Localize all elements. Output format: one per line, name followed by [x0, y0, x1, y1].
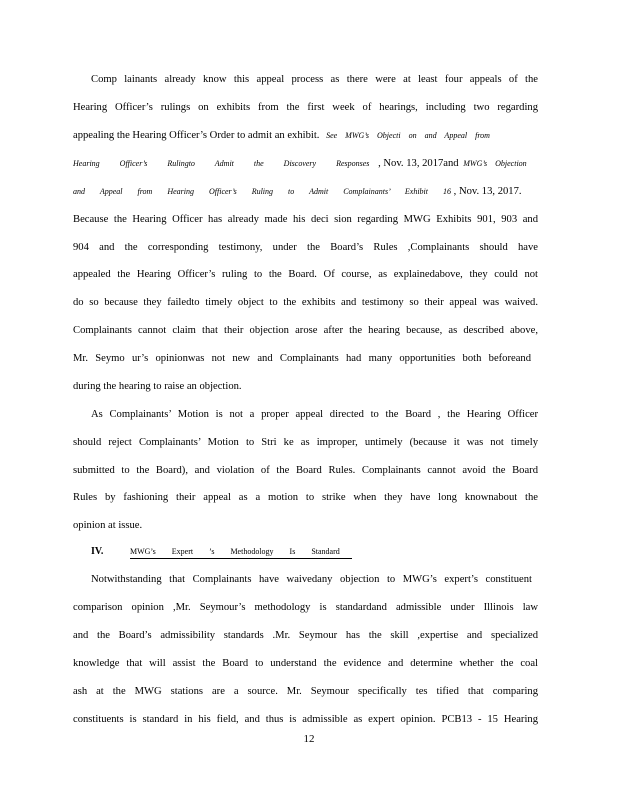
- p1-line-10: Complainants cannot claim that their objection arose after the hearing because, as described above,: [73, 325, 538, 336]
- p1-line-1: Comp lainants already know this appeal process as there were at least four appeals of the: [91, 74, 538, 85]
- p1-line-12: during the hearing to raise an objection.: [73, 381, 242, 392]
- p1-line-9: do so because they failedto timely object to the exhibits and testimony so their appeal was waived.: [73, 297, 538, 308]
- p1-line-3: [73, 129, 538, 143]
- p1-line-2: Hearing Officer’s rulings on exhibits from the first week of hearings, including two regarding: [73, 102, 538, 113]
- p1-line-3-text: appealing the Hearing Officer’s Order to admit an exhibit.: [73, 130, 320, 141]
- p2-line-3: submitted to the Board), and violation of the Board Rules. Complainants cannot avoid the Board: [73, 465, 538, 476]
- section-number: IV.: [91, 546, 104, 557]
- p1-line-7: 904 and the corresponding testimony, under the Board’s Rules ,Complainants should have: [73, 242, 538, 253]
- p2-line-5: opinion at issue.: [73, 520, 143, 531]
- p3-line-4: knowledge that will assist the Board to understand the evidence and determine whether the coal: [73, 658, 538, 669]
- p2-line-2: should reject Complainants’ Motion to Stri ke as improper, untimely (because it was not timely: [73, 437, 538, 448]
- section-title: MWG’s Expert ’s Methodology Is Standard: [130, 546, 352, 559]
- citation-c: MWG’s Objection: [463, 159, 527, 168]
- p1-line-4: [73, 157, 538, 171]
- citation-b-end: , Nov. 13, 2017and: [378, 158, 459, 169]
- p3-line-2: comparison opinion ,Mr. Seymour’s methodology is standardand admissible under Illinois law: [73, 602, 538, 613]
- p3-line-3: and the Board’s admissibility standards .Mr. Seymour has the skill ,expertise and specialized: [73, 630, 538, 641]
- citation-b: Hearing Officer’s Rulingto Admit the Discovery Responses: [73, 159, 370, 168]
- citation-d: and Appeal from Hearing Officer’s Ruling to Admit Complainants’ Exhibit 16: [73, 187, 451, 196]
- section-heading: [91, 546, 352, 559]
- p1-line-6: Because the Hearing Officer has already made his deci sion regarding MWG Exhibits 901, 903 and: [73, 214, 538, 225]
- p3-line-6: constituents is standard in his field, and thus is admissible as expert opinion. PCB13 - 15 Hearing: [73, 714, 538, 725]
- citation-d-end: , Nov. 13, 2017.: [453, 186, 522, 197]
- page-number: 12: [303, 733, 315, 745]
- p2-line-4: Rules by fashioning their appeal as a motion to strike when they have long knownabout the: [73, 492, 538, 503]
- p1-line-11: Mr. Seymo ur’s opinionwas not new and Complainants had many opportunities both beforeand: [73, 353, 531, 364]
- p1-line-5: [73, 185, 538, 199]
- p3-line-5: ash at the MWG stations are a source. Mr. Seymour specifically tes tified that comparing: [73, 686, 538, 697]
- p1-line-8: appealed the Hearing Officer’s ruling to the Board. Of course, as explainedabove, they could not: [73, 269, 538, 280]
- p3-line-1: Notwithstanding that Complainants have waivedany objection to MWG’s expert’s constituent: [91, 574, 532, 585]
- citation-a: See MWG’s Objecti on and Appeal from: [326, 131, 490, 140]
- p2-line-1: As Complainants’ Motion is not a proper appeal directed to the Board , the Hearing Officer: [91, 409, 538, 420]
